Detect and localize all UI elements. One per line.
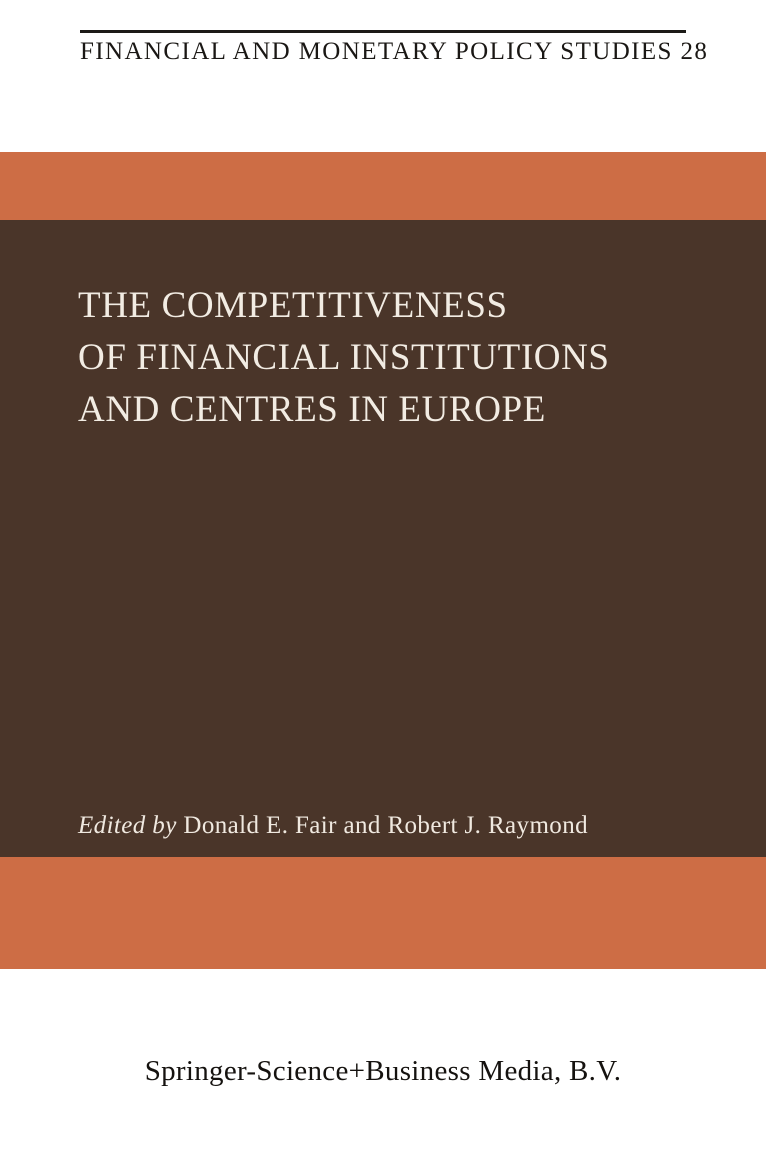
editors-credit — [78, 812, 718, 840]
title-panel — [0, 220, 766, 857]
orange-band-bottom — [0, 857, 766, 969]
series-rule-divider — [80, 30, 686, 33]
title-line-3: AND CENTRES IN EUROPE — [78, 389, 546, 430]
page-title — [78, 280, 698, 436]
orange-band-top — [0, 152, 766, 220]
series-title: FINANCIAL AND MONETARY POLICY STUDIES 28 — [80, 38, 709, 65]
series-band — [0, 0, 766, 152]
editor-names: Donald E. Fair and Robert J. Raymond — [183, 812, 588, 839]
edited-by-label: Edited by — [78, 812, 177, 839]
title-line-2: OF FINANCIAL INSTITUTIONS — [78, 337, 610, 378]
publisher-name: Springer-Science+Business Media, B.V. — [144, 1055, 622, 1087]
title-line-1: THE COMPETITIVENESS — [78, 285, 508, 326]
